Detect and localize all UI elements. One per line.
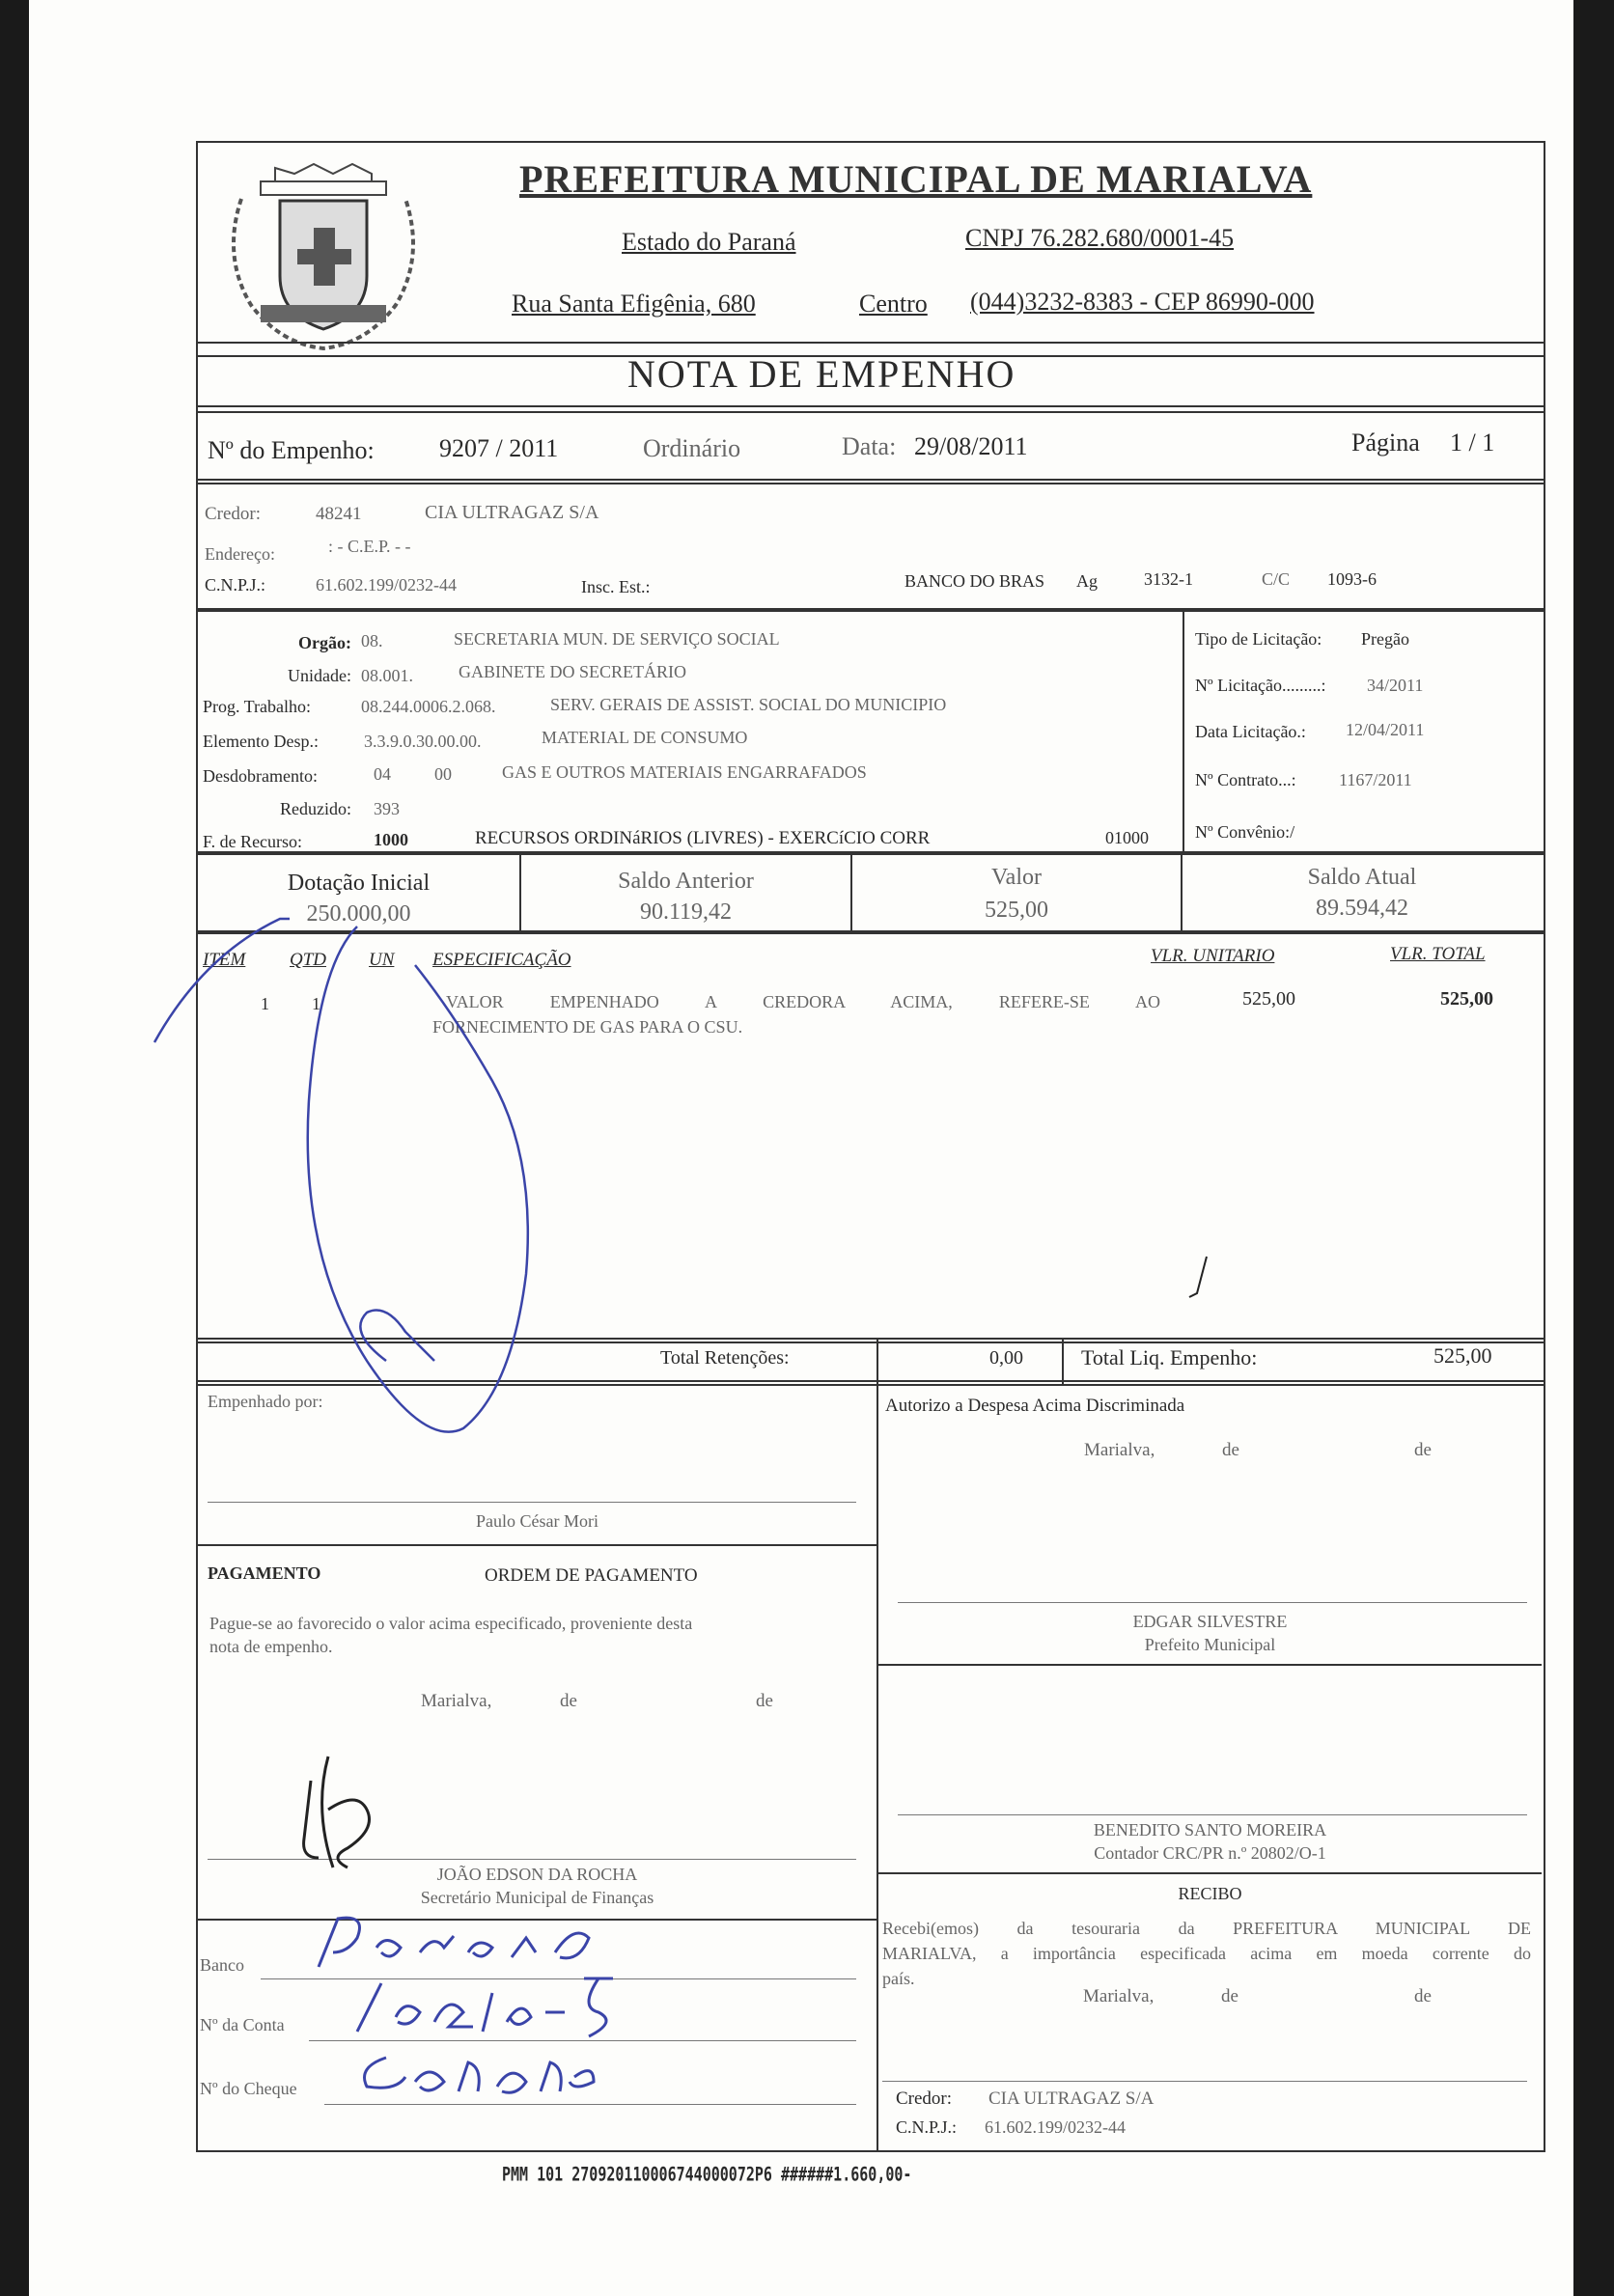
prog-label: Prog. Trabalho:	[203, 697, 312, 716]
licitacao-data: 12/04/2011	[1346, 720, 1425, 739]
unidade-name: GABINETE DO SECRETÁRIO	[459, 662, 686, 681]
header-state: Estado do Paraná	[622, 228, 796, 256]
unidade-label: Unidade:	[288, 666, 351, 685]
col-qtd: QTD	[290, 950, 327, 970]
licitacao-tipo: Pregão	[1361, 629, 1409, 649]
col-un: UN	[369, 950, 395, 970]
recibo-cidade: Marialva,	[1083, 1986, 1155, 2006]
coat-of-arms-icon	[222, 160, 425, 353]
recibo-texto3: país.	[882, 1969, 915, 1988]
contrato-label: Nº Contrato...:	[1195, 770, 1296, 789]
secretario-nome: JOÃO EDSON DA ROCHA	[436, 1865, 638, 1884]
credor-address: : - C.E.P. - -	[328, 537, 411, 556]
retencoes-value: 0,00	[989, 1347, 1023, 1369]
saldo-atual-value: 89.594,42	[1316, 896, 1408, 921]
elemento-code: 3.3.9.0.30.00.00.	[364, 732, 482, 751]
orgao-label: Orgão:	[298, 633, 351, 652]
page-label: Página	[1351, 429, 1420, 456]
recurso-label: F. de Recurso:	[203, 832, 303, 851]
credor-cc-label: C/C	[1262, 569, 1291, 589]
doc-title: NOTA DE EMPENHO	[627, 352, 1016, 396]
item-1-espec-line2: FORNECIMENTO DE GAS PARA O CSU.	[432, 1017, 743, 1037]
item-1-espec-line1: VALOR EMPENHADO A CREDORA ACIMA, REFERE-SE AO	[446, 992, 1160, 1011]
conta-label: Nº da Conta	[200, 2015, 285, 2034]
elemento-name: MATERIAL DE CONSUMO	[542, 728, 748, 747]
orgao-code: 08.	[361, 631, 383, 650]
item-1-unit: 525,00	[1242, 988, 1295, 1010]
credor-ag: 3132-1	[1144, 569, 1193, 589]
recurso-name: RECURSOS ORDINáRIOS (LIVRES) - EXERCíCIO CORR	[475, 828, 931, 848]
autorizo-cidade: Marialva,	[1084, 1440, 1155, 1460]
empenho-number-label: Nº do Empenho:	[208, 436, 375, 464]
contador-nome: BENEDITO SANTO MOREIRA	[1093, 1820, 1327, 1840]
header-address: Rua Santa Efigênia, 680	[512, 290, 756, 318]
header-title: PREFEITURA MUNICIPAL DE MARIALVA	[519, 157, 1313, 201]
empenho-date: 29/08/2011	[914, 432, 1028, 460]
page-number: 1 / 1	[1450, 429, 1495, 456]
credor-label: Credor:	[205, 504, 262, 524]
recibo-cnpj-label: C.N.P.J.:	[896, 2117, 958, 2137]
desdobramento-name: GAS E OUTROS MATERIAIS ENGARRAFADOS	[502, 762, 867, 782]
prog-code: 08.244.0006.2.068.	[361, 697, 496, 716]
header-cnpj: CNPJ 76.282.680/0001-45	[965, 224, 1235, 252]
credor-code: 48241	[316, 504, 362, 524]
insc-est-label: Insc. Est.:	[581, 577, 651, 596]
col-item: ITEM	[203, 950, 246, 970]
recibo-credor-nome: CIA ULTRAGAZ S/A	[988, 2089, 1155, 2109]
item-1-item: 1	[261, 994, 269, 1013]
credor-cnpj: 61.602.199/0232-44	[316, 575, 457, 595]
licitacao-tipo-label: Tipo de Licitação:	[1195, 629, 1322, 649]
cheque-label: Nº do Cheque	[200, 2079, 297, 2098]
reduzido-value: 393	[374, 799, 400, 818]
orgao-name: SECRETARIA MUN. DE SERVIÇO SOCIAL	[454, 629, 780, 649]
ordem-texto2: nota de empenho.	[209, 1637, 333, 1656]
empenhado-nome: Paulo César Mori	[476, 1511, 598, 1531]
item-1-total: 525,00	[1440, 988, 1493, 1010]
recibo-cnpj: 61.602.199/0232-44	[985, 2117, 1126, 2137]
item-1-qtd: 1	[312, 994, 320, 1013]
retencoes-label: Total Retenções:	[660, 1347, 790, 1369]
ordem-cidade: Marialva,	[421, 1691, 492, 1711]
dotacao-label: Dotação Inicial	[287, 871, 431, 896]
col-unit: VLR. UNITARIO	[1151, 946, 1275, 966]
recibo-de-1: de	[1221, 1986, 1238, 2006]
ordem-label: ORDEM DE PAGAMENTO	[485, 1565, 698, 1586]
header-phone-cep: (044)3232-8383 - CEP 86990-000	[970, 288, 1315, 316]
autorizo-label: Autorizo a Despesa Acima Discriminada	[885, 1396, 1185, 1416]
handwritten-loop-mark	[145, 907, 608, 1486]
valor-value: 525,00	[985, 898, 1048, 923]
recibo-de-2: de	[1414, 1986, 1432, 2006]
contador-cargo: Contador CRC/PR n.º 20802/O-1	[1094, 1843, 1326, 1863]
recibo-texto1: Recebi(emos) da tesouraria da PREFEITURA MUNICIPAL DE	[882, 1919, 1531, 1938]
saldo-anterior-label: Saldo Anterior	[618, 869, 754, 894]
header-district: Centro	[859, 290, 928, 318]
pagamento-label: PAGAMENTO	[208, 1563, 321, 1583]
recurso-code: 1000	[374, 830, 408, 849]
bank-handwriting	[299, 1909, 618, 1977]
credor-cc: 1093-6	[1327, 569, 1377, 589]
empenhado-label: Empenhado por:	[208, 1392, 323, 1411]
desdobramento-a: 04	[374, 764, 391, 784]
ordem-de-1: de	[560, 1691, 577, 1711]
credor-bank: BANCO DO BRAS	[904, 571, 1045, 591]
recibo-texto2: MARIALVA, a importância especificada acima em moeda corrente do	[882, 1944, 1531, 1963]
prefeito-cargo: Prefeito Municipal	[1144, 1635, 1276, 1654]
convenio-label: Nº Convênio:/	[1195, 822, 1295, 842]
empenho-type: Ordinário	[643, 434, 741, 462]
credor-address-label: Endereço:	[205, 544, 275, 564]
secretary-signature	[290, 1752, 444, 1877]
saldo-atual-label: Saldo Atual	[1307, 865, 1417, 890]
handwritten-tick	[1187, 1255, 1226, 1303]
unidade-code: 08.001.	[361, 666, 413, 685]
valor-label: Valor	[991, 865, 1042, 890]
account-handwriting	[338, 1969, 647, 2046]
secretario-cargo: Secretário Municipal de Finanças	[420, 1888, 654, 1907]
prefeito-nome: EDGAR SILVESTRE	[1132, 1612, 1288, 1631]
licitacao-data-label: Data Licitação.:	[1195, 722, 1306, 741]
desdobramento-b: 00	[434, 764, 452, 784]
contrato-value: 1167/2011	[1339, 770, 1412, 789]
document-page	[29, 0, 1573, 2296]
recibo-credor-label: Credor:	[896, 2089, 953, 2109]
autorizo-de-2: de	[1414, 1440, 1432, 1460]
liquido-label: Total Liq. Empenho:	[1081, 1345, 1258, 1369]
desdobramento-label: Desdobramento:	[203, 766, 318, 786]
elemento-label: Elemento Desp.:	[203, 732, 319, 751]
autorizo-de-1: de	[1222, 1440, 1239, 1460]
dotacao-value: 250.000,00	[306, 901, 411, 927]
prog-name: SERV. GERAIS DE ASSIST. SOCIAL DO MUNICIPIO	[550, 695, 947, 714]
credor-cnpj-label: C.N.P.J.:	[205, 575, 266, 595]
reduzido-label: Reduzido:	[280, 799, 351, 818]
ordem-texto1: Pague-se ao favorecido o valor acima especificado, proveniente desta	[209, 1614, 693, 1633]
recibo-label: RECIBO	[1178, 1884, 1242, 1903]
credor-ag-label: Ag	[1076, 571, 1098, 591]
licitacao-num-label: Nº Licitação.........:	[1195, 676, 1326, 695]
recurso-number: 01000	[1105, 828, 1149, 847]
ordem-de-2: de	[756, 1691, 773, 1711]
footer-code: PMM 101 270920110006744000072P6 ######1.660,00-	[502, 2163, 912, 2186]
col-espec: ESPECIFICAÇÃO	[432, 950, 571, 970]
empenho-date-label: Data:	[842, 432, 897, 460]
liquido-value: 525,00	[1433, 1343, 1492, 1368]
empenho-number: 9207 / 2011	[439, 434, 559, 462]
licitacao-num: 34/2011	[1367, 676, 1424, 695]
credor-name: CIA ULTRAGAZ S/A	[425, 502, 599, 523]
col-total: VLR. TOTAL	[1390, 944, 1486, 964]
banco-label: Banco	[200, 1955, 244, 1975]
saldo-anterior-value: 90.119,42	[639, 899, 733, 925]
cheque-handwriting	[338, 2038, 608, 2116]
